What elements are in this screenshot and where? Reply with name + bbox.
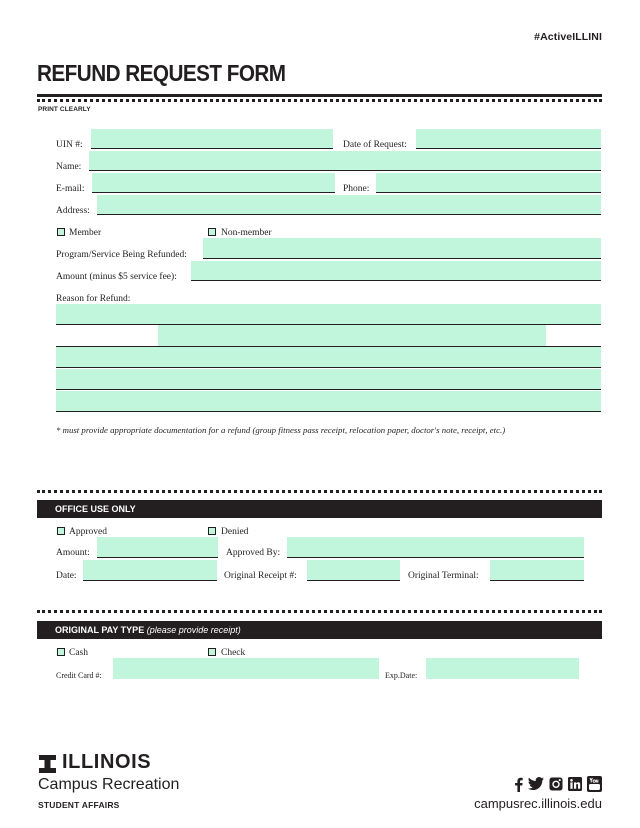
exp-date-label: Exp.Date: <box>385 671 418 680</box>
website-link[interactable]: campusrec.illinois.edu <box>474 796 602 811</box>
amount-label: Amount (minus $5 service fee): <box>56 272 177 282</box>
member-checkbox[interactable] <box>57 228 65 236</box>
social-links <box>514 776 602 792</box>
non-member-checkbox[interactable] <box>208 228 216 236</box>
denied-label: Denied <box>221 527 249 537</box>
cash-label: Cash <box>69 648 88 658</box>
name-label: Name: <box>56 162 82 172</box>
reason-label: Reason for Refund: <box>56 294 131 304</box>
member-label: Member <box>69 228 102 238</box>
reason-line-1[interactable] <box>56 304 601 325</box>
credit-card-input[interactable] <box>113 658 379 679</box>
header-divider <box>37 94 602 102</box>
phone-input[interactable] <box>376 173 601 193</box>
original-terminal-label: Original Terminal: <box>408 571 479 581</box>
page-title: REFUND REQUEST FORM <box>37 60 286 86</box>
approved-checkbox[interactable] <box>57 527 65 535</box>
uin-input[interactable] <box>91 129 333 149</box>
pay-type-title: ORIGINAL PAY TYPE <box>55 625 145 635</box>
office-divider <box>37 490 602 493</box>
reason-line-3[interactable] <box>56 347 601 368</box>
approved-by-label: Approved By: <box>226 548 281 558</box>
print-clearly-note: PRINT CLEARLY <box>38 106 91 113</box>
program-service-label: Program/Service Being Refunded: <box>56 250 187 260</box>
department-name: Campus Recreation <box>38 776 180 793</box>
reason-line-4[interactable] <box>56 369 601 390</box>
email-input[interactable] <box>92 173 335 193</box>
approved-label: Approved <box>69 527 107 537</box>
brand-wordmark: ILLINOIS <box>62 751 152 773</box>
check-checkbox[interactable] <box>208 648 216 656</box>
instagram-icon[interactable] <box>549 777 563 791</box>
amount-input[interactable] <box>191 261 601 281</box>
denied-checkbox[interactable] <box>208 527 216 535</box>
division-name: STUDENT AFFAIRS <box>38 800 120 810</box>
date-of-request-input[interactable] <box>416 129 601 149</box>
office-amount-label: Amount: <box>56 548 90 558</box>
approved-by-input[interactable] <box>287 537 584 558</box>
original-receipt-label: Original Receipt #: <box>224 571 297 581</box>
reason-line-2-box[interactable] <box>158 325 546 346</box>
address-label: Address: <box>56 206 90 216</box>
uin-label: UIN #: <box>56 140 83 150</box>
reason-line-5[interactable] <box>56 391 601 412</box>
office-date-input[interactable] <box>83 560 217 581</box>
email-label: E-mail: <box>56 184 85 194</box>
pay-type-divider <box>37 610 602 613</box>
facebook-icon[interactable] <box>514 777 523 792</box>
check-label: Check <box>221 648 246 658</box>
office-use-title: OFFICE USE ONLY <box>55 504 136 514</box>
name-input[interactable] <box>89 151 601 171</box>
address-input[interactable] <box>97 195 601 215</box>
office-amount-input[interactable] <box>97 537 218 558</box>
cash-checkbox[interactable] <box>57 648 65 656</box>
documentation-note: * must provide appropriate documentation for a refund (group fitness pass receipt, relocation paper, doctor's note, receipt, etc.) <box>56 425 506 435</box>
youtube-icon[interactable] <box>587 776 602 792</box>
pay-type-subtitle: (please provide receipt) <box>146 625 241 635</box>
twitter-icon[interactable] <box>528 777 544 791</box>
block-i-logo-icon <box>39 755 56 773</box>
original-receipt-input[interactable] <box>307 560 400 581</box>
original-terminal-input[interactable] <box>490 560 584 581</box>
linkedin-icon[interactable] <box>568 777 582 791</box>
date-of-request-label: Date of Request: <box>343 140 407 150</box>
pay-type-header <box>37 621 602 639</box>
phone-label: Phone: <box>343 184 370 194</box>
hashtag: #ActiveILLINI <box>534 31 602 43</box>
non-member-label: Non-member <box>221 228 272 238</box>
office-date-label: Date: <box>56 571 77 581</box>
credit-card-label: Credit Card #: <box>56 671 102 680</box>
exp-date-input[interactable] <box>426 658 579 679</box>
program-service-input[interactable] <box>203 238 601 259</box>
office-use-header <box>37 500 602 518</box>
